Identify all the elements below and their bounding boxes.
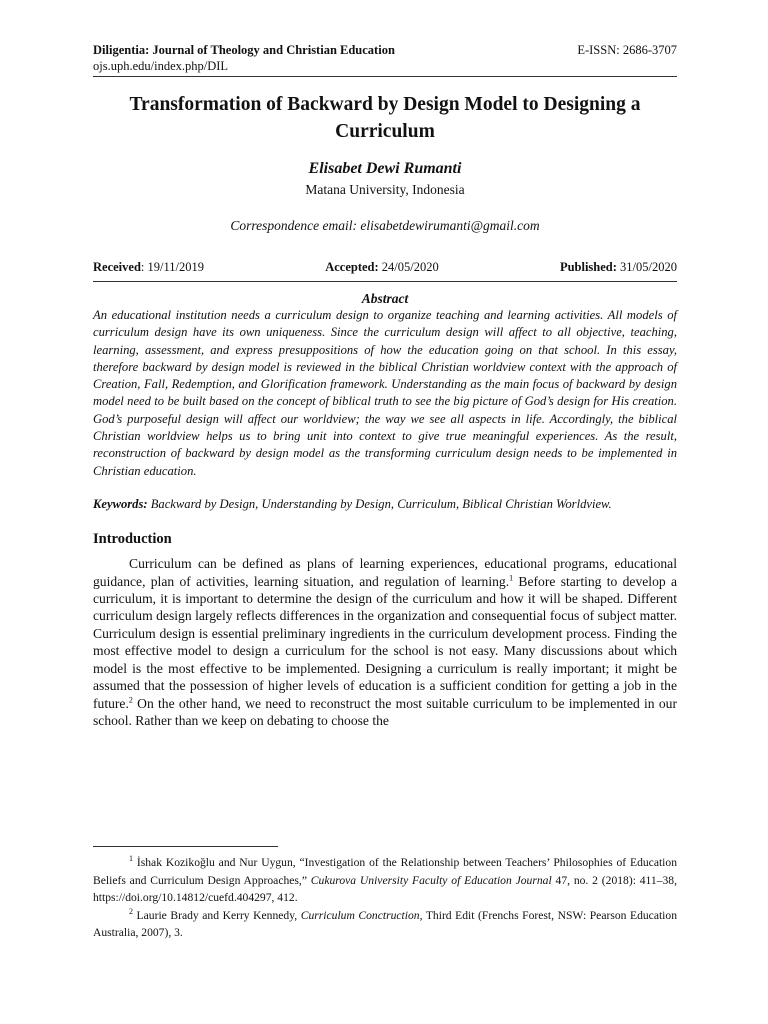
publication-dates (93, 259, 677, 275)
paper-page (93, 42, 677, 729)
abstract-text: An educational institution needs a curriculum design to organize teaching and learning activities. All models of curriculum design have its own uniqueness. Since the curriculum design will affect to all objective, teaching, learning, assessment, and express presuppositions of how the education going on that school. In this essay, therefore backward by design model is reviewed in the biblical Christian worldview context with the approach of Creation, Fall, Redemption, and Glorification framework. Understanding as the main focus of backward by design model need to be built based on the concept of biblical truth to see the big picture of God’s design for His creation. God’s purposeful design will affect our worldview; the way we see all aspects in life. Accordingly, the biblical Christian worldview helps us to bring unit into context to give true meaningful experiences. As the result, reconstruction of backward by design model as the transforming curriculum design needs to be implemented in Christian education. (93, 308, 677, 478)
journal-name: Diligentia: Journal of Theology and Christian Education (93, 43, 395, 57)
issn: E-ISSN: 2686-3707 (577, 43, 677, 57)
author-name: Elisabet Dewi Rumanti (308, 160, 462, 177)
abstract-heading: Abstract (361, 291, 409, 306)
header-rule (93, 76, 677, 77)
published-date: Published: 31/05/2020 (559, 260, 677, 274)
journal-url: ojs.uph.edu/index.php/DIL (93, 59, 229, 73)
dates-rule (93, 281, 677, 282)
running-header (93, 42, 677, 58)
author-affiliation: Matana University, Indonesia (305, 182, 465, 197)
paper-title: Transformation of Backward by Design Model to Designing a Curriculum (129, 94, 641, 142)
received-date: Received: 19/11/2019 (93, 260, 204, 274)
footnotes (93, 854, 677, 942)
footnote-ref-1[interactable]: 1 (509, 573, 514, 583)
correspondence-email: Correspondence email: elisabetdewirumanti@gmail.com (230, 218, 540, 233)
introduction-paragraph: Curriculum can be defined as plans of learning experiences, educational programs, educational guidance, plan of activities, learning situation, and regulation of learning.$^1$ Before starting to develop a curriculum, it is important to determine the design of the curriculum and how it will be shaped. Different curriculum design largely reflects differences in the organization and consequential focus of subject matter. Curriculum design is essential preliminary ingredients in the curriculum development process. Finding the most effective model to design a curriculum for the school is not easy. Many discussions about which model is the most effective to be implemented. Designing a curriculum is really important; it might be assumed that the possession of higher levels of education is a sufficient condition for getting a job in the future.$^2$ On the other hand, we need to reconstruct the most suitable curriculum to be implemented in our school. Rather than we keep on debating to choose the (93, 556, 677, 728)
footnote-2: $^2$ Laurie Brady and Kerry Kennedy, Curriculum Conctruction, Third Edit (Frenchs Forest, NSW: Pearson Education Australia, 2007), 3. (93, 906, 677, 939)
introduction-heading: Introduction (93, 531, 172, 548)
accepted-date: Accepted: 24/05/2020 (325, 260, 439, 274)
footnote-rule (93, 846, 278, 847)
keywords: Keywords: Backward by Design, Understanding by Design, Curriculum, Biblical Christian Worldview. (93, 496, 612, 511)
footnote-ref-2[interactable]: 2 (128, 694, 133, 704)
footnote-1: $^1$ İshak Kozikoğlu and Nur Uygun, “Investigation of the Relationship between Teachers’ Philosophies of Education Beliefs and Curriculum Design Approaches,” Cukurova University Faculty of Education Journal 47, no. 2 (2018): 411–38, https://doi.org/10.14812/cuefd.404297, 412. (93, 854, 677, 904)
